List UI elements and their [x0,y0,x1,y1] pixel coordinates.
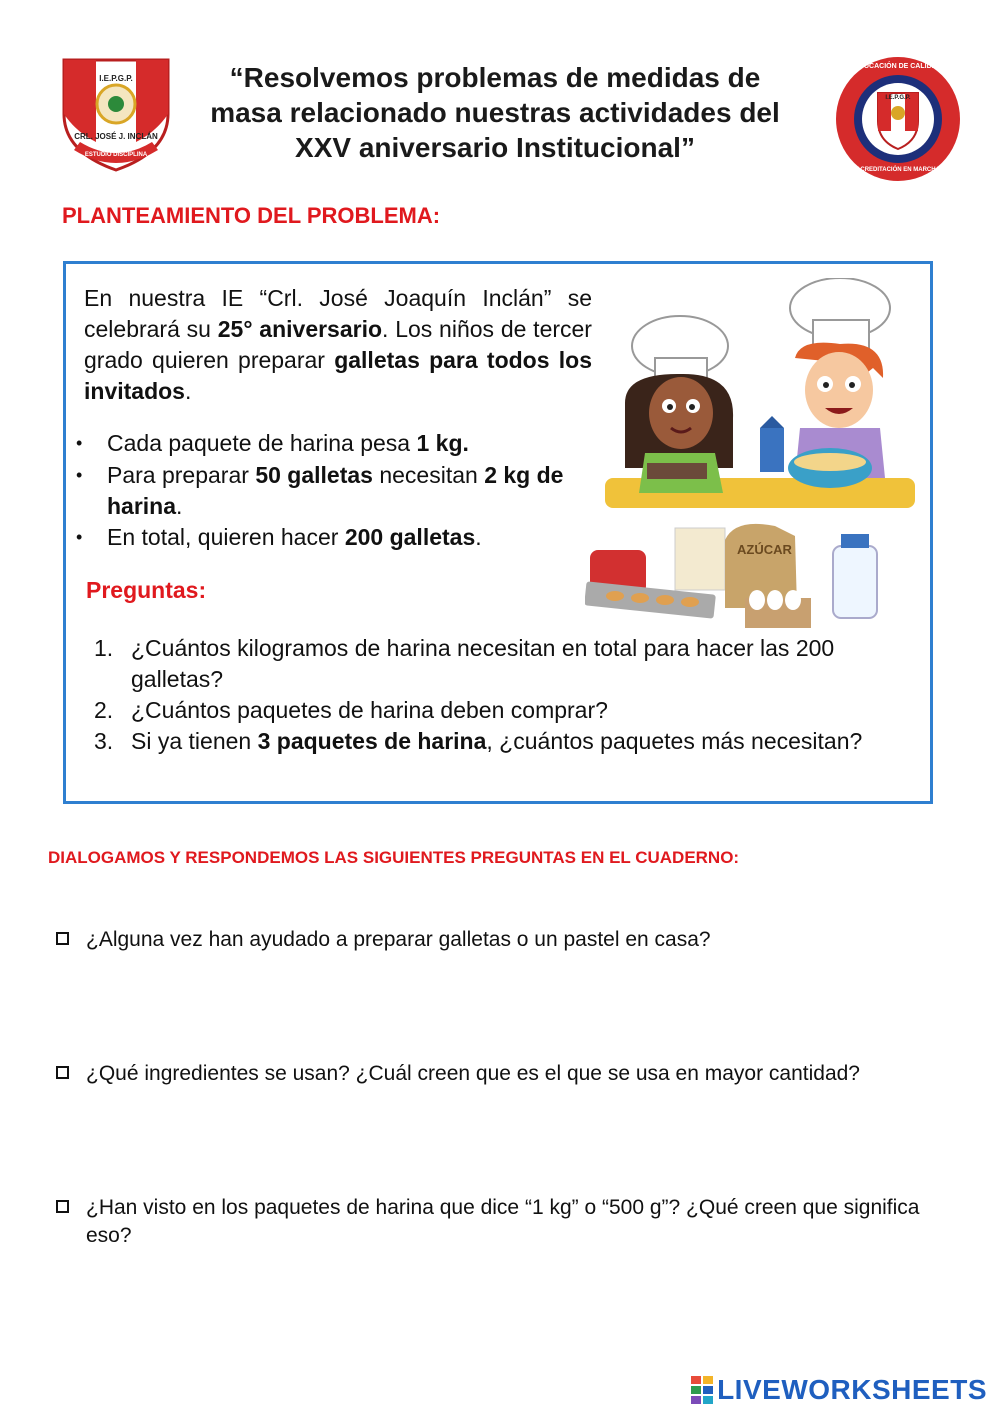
right-quality-seal [832,55,964,183]
question-item: 3. Si ya tienen 3 paquetes de harina, ¿cuántos paquetes más necesitan? [94,726,891,757]
bullet-item: • Cada paquete de harina pesa 1 kg. [76,428,596,459]
questions-heading: Preguntas: [86,577,207,603]
left-logo-arc-text: CRL. JOSÉ J. INCLÁN [74,132,158,141]
left-logo-band-text: ESTUDIO DISCIPLINA [84,152,148,158]
bullet-dot: • [76,433,83,453]
kids-baking-cookies-icon [585,278,925,636]
problem-heading: PLANTEAMIENTO DEL PROBLEMA: [62,203,441,228]
baking-illustration [585,278,925,636]
problem-intro: En nuestra IE “Crl. José Joaquín Inclán” se celebrará su 25° aniversario. Los niños de tercer grado quieren preparar galletas para todos los invitados. [84,285,592,404]
left-logo-top-text: I.E.P.G.P. [99,74,133,83]
bullet-dot: • [76,465,83,485]
left-school-logo [52,52,180,176]
question-number: 2. [94,697,114,723]
footer-brand-text: LIVEWORKSHEETS [717,1374,987,1405]
liveworksheets-logo-icon [691,1376,713,1404]
question-item: 2. ¿Cuántos paquetes de harina deben comprar? [94,695,914,726]
quality-seal-icon [832,55,964,183]
checkbox[interactable] [56,932,69,945]
page-title: “Resolvemos problemas de medidas de masa relacionado nuestras actividades del XXV aniversario Institucional” [210,62,780,163]
sugar-sack-label: AZÚCAR [737,542,792,557]
dialog-item [56,1194,956,1254]
dialog-question: ¿Han visto en los paquetes de harina que dice “1 kg” o “500 g”? ¿Qué creen que significa eso? [86,1196,920,1247]
checkbox[interactable] [56,1066,69,1079]
seal-center-text: I.E.P.G.P. [885,95,911,101]
question-number: 3. [94,728,114,754]
footer-brand[interactable] [691,1374,987,1406]
dialog-heading: DIALOGAMOS Y RESPONDEMOS LAS SIGUIENTES PREGUNTAS EN EL CUADERNO: [48,848,740,867]
bullet-item: • Para preparar 50 galletas necesitan 2 kg de harina. [76,462,564,519]
problem-bullets [76,428,596,553]
bullet-item: • En total, quieren hacer 200 galletas. [76,522,596,553]
dialog-question: ¿Qué ingredientes se usan? ¿Cuál creen que es el que se usa en mayor cantidad? [86,1062,860,1085]
checkbox[interactable] [56,1200,69,1213]
seal-bottom-text: “ACREDITACIÓN EN MARCHA” [853,167,943,173]
question-number: 1. [94,635,114,661]
dialog-question: ¿Alguna vez han ayudado a preparar galletas o un pastel en casa? [86,928,711,951]
seal-top-text: EDUCACIÓN DE CALIDAD [854,63,942,70]
dialog-item [56,926,956,956]
question-item: 1. ¿Cuántos kilogramos de harina necesitan en total para hacer las 200 galletas? [94,635,835,692]
questions-list [94,633,914,757]
dialog-item [56,1060,956,1090]
bullet-dot: • [76,527,83,547]
